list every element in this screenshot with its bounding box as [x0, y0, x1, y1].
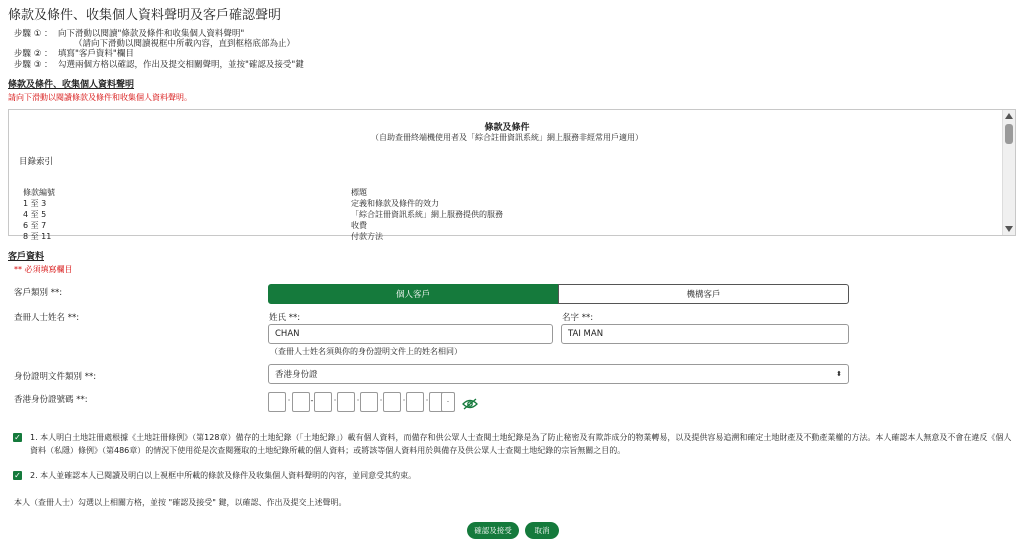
terms-row-title: 「綜合註冊資訊系統」網上服務提供的服務 [351, 210, 503, 219]
customer-section-title: 客戶資料 [8, 252, 45, 262]
id-digit-box[interactable] [337, 392, 355, 412]
step-2-text: 填寫"客戶資料"欄目 [58, 49, 134, 59]
terms-instruction: 請向下滑動以閱讀條款及條件和收集個人資料聲明。 [8, 93, 192, 102]
terms-row-title: 付款方法 [351, 232, 383, 241]
id-digit-box[interactable] [383, 392, 401, 412]
id-separator: · [356, 396, 360, 405]
step-3-label: 步驟 ③ ： [14, 60, 53, 70]
cancel-button[interactable]: 取消 [525, 522, 559, 539]
terms-row-clause: 1 至 3 [23, 199, 47, 208]
id-type-value: 香港身份證 [275, 370, 318, 380]
step-1-note: （請向下滑動以閱讀視框中所載內容，直到框格底部為止） [74, 39, 296, 49]
name-note: （查冊人士姓名須與你的身份證明文件上的姓名相同） [270, 347, 462, 356]
terms-row-clause: 4 至 5 [23, 210, 47, 219]
step-3-text: 勾選兩個方格以確認，作出及提交相關聲明，並按"確認及接受"鍵 [58, 60, 304, 70]
step-1-label: 步驟 ① ： [14, 29, 53, 39]
id-digit-box[interactable] [268, 392, 286, 412]
terms-scrollbar[interactable] [1002, 110, 1015, 235]
individual-customer-button[interactable]: 個人客戶 [268, 284, 558, 304]
final-declaration-text: 本人（查冊人士）勾選以上相關方格，並按 "確認及接受" 鍵，以確認、作出及提交上述聲明。 [14, 498, 347, 507]
declaration-2-text: 2. 本人並確認本人已閱讀及明白以上視框中所載的條款及條件及收集個人資料聲明的內容，並同意受其約束。 [30, 471, 417, 480]
terms-section-title: 條款及條件、收集個人資料聲明 [8, 80, 135, 90]
id-separator: · [333, 396, 337, 405]
terms-scroll-box[interactable] [8, 109, 1016, 241]
id-digit-box[interactable] [406, 392, 424, 412]
customer-type-label: 客戶類別 **: [14, 288, 63, 298]
declaration-1-text: 1. 本人明白土地註冊處根據《土地註冊條例》（第128章）備存的土地紀錄（「土地紀錄」）載有個人資料，而備存和供公眾人士查閱土地紀錄是為了防止秘密及有欺詐成分的物業轉易，以及提供容易追溯和確定土地財產及不動產業權的方法。本人確認本人無意及不會在違反《個人資料（私隱）條例》（第486章）的情況下使用從是次查閱獲取的土地紀錄所載的個人資料；或將該等個人資料用於與備存及供公眾人士查閱土地紀錄的宗旨無關之目的。 [30, 433, 1012, 455]
declaration-1-checkbox[interactable]: ✓ [14, 433, 21, 442]
id-separator: · [287, 396, 291, 405]
required-note: ** 必須填寫欄目 [14, 265, 73, 274]
step-2-label: 步驟 ② ： [14, 49, 53, 59]
terms-col-clause: 條款編號 [23, 188, 55, 197]
terms-subheading: （自助查冊終端機使用者及「綜合註冊資訊系統」網上服務非經常用戶適用） [371, 133, 643, 142]
id-digit-box[interactable] [314, 392, 332, 412]
corporate-customer-button[interactable]: 機構客戶 [558, 284, 849, 304]
given-name-label: 名字 **: [562, 313, 594, 323]
confirm-accept-button[interactable]: 確認及接受 [467, 522, 519, 539]
terms-row-title: 收費 [351, 221, 367, 230]
terms-index-title: 目錄索引 [19, 157, 54, 167]
terms-row-clause: 6 至 7 [23, 221, 47, 230]
terms-col-title: 標題 [351, 188, 367, 197]
terms-row-clause: 8 至 11 [23, 232, 52, 241]
scroll-up-arrow-icon[interactable] [1005, 113, 1013, 119]
id-separator: · [379, 396, 383, 405]
scroll-down-arrow-icon[interactable] [1005, 226, 1013, 232]
scroll-thumb[interactable] [1005, 124, 1013, 144]
id-digit-box[interactable] [292, 392, 310, 412]
id-check-digit-box[interactable]: · [441, 392, 455, 412]
id-digit-box[interactable] [360, 392, 378, 412]
name-label: 查冊人士姓名 **: [14, 313, 80, 323]
given-name-input[interactable]: TAI MAN [561, 324, 849, 344]
step-1-text: 向下滑動以閱讀"條款及條件和收集個人資料聲明" [58, 29, 245, 39]
id-number-label: 香港身份證號碼 **: [14, 395, 88, 405]
select-chevron-icon: ⬍ [836, 370, 842, 378]
page-title: 條款及條件、收集個人資料聲明及客戶確認聲明 [8, 8, 282, 23]
id-type-label: 身份證明文件類別 **: [14, 372, 97, 382]
id-separator: · [425, 396, 429, 405]
surname-label: 姓氏 **: [269, 313, 301, 323]
terms-heading: 條款及條件 [484, 123, 530, 133]
terms-row-title: 定義和條款及條件的效力 [351, 199, 439, 208]
id-type-select[interactable] [268, 364, 849, 384]
id-separator: - [310, 396, 314, 405]
declaration-2-checkbox[interactable]: ✓ [14, 471, 21, 480]
id-separator: · [402, 396, 406, 405]
eye-slash-icon[interactable] [462, 395, 478, 414]
surname-input[interactable]: CHAN [268, 324, 553, 344]
